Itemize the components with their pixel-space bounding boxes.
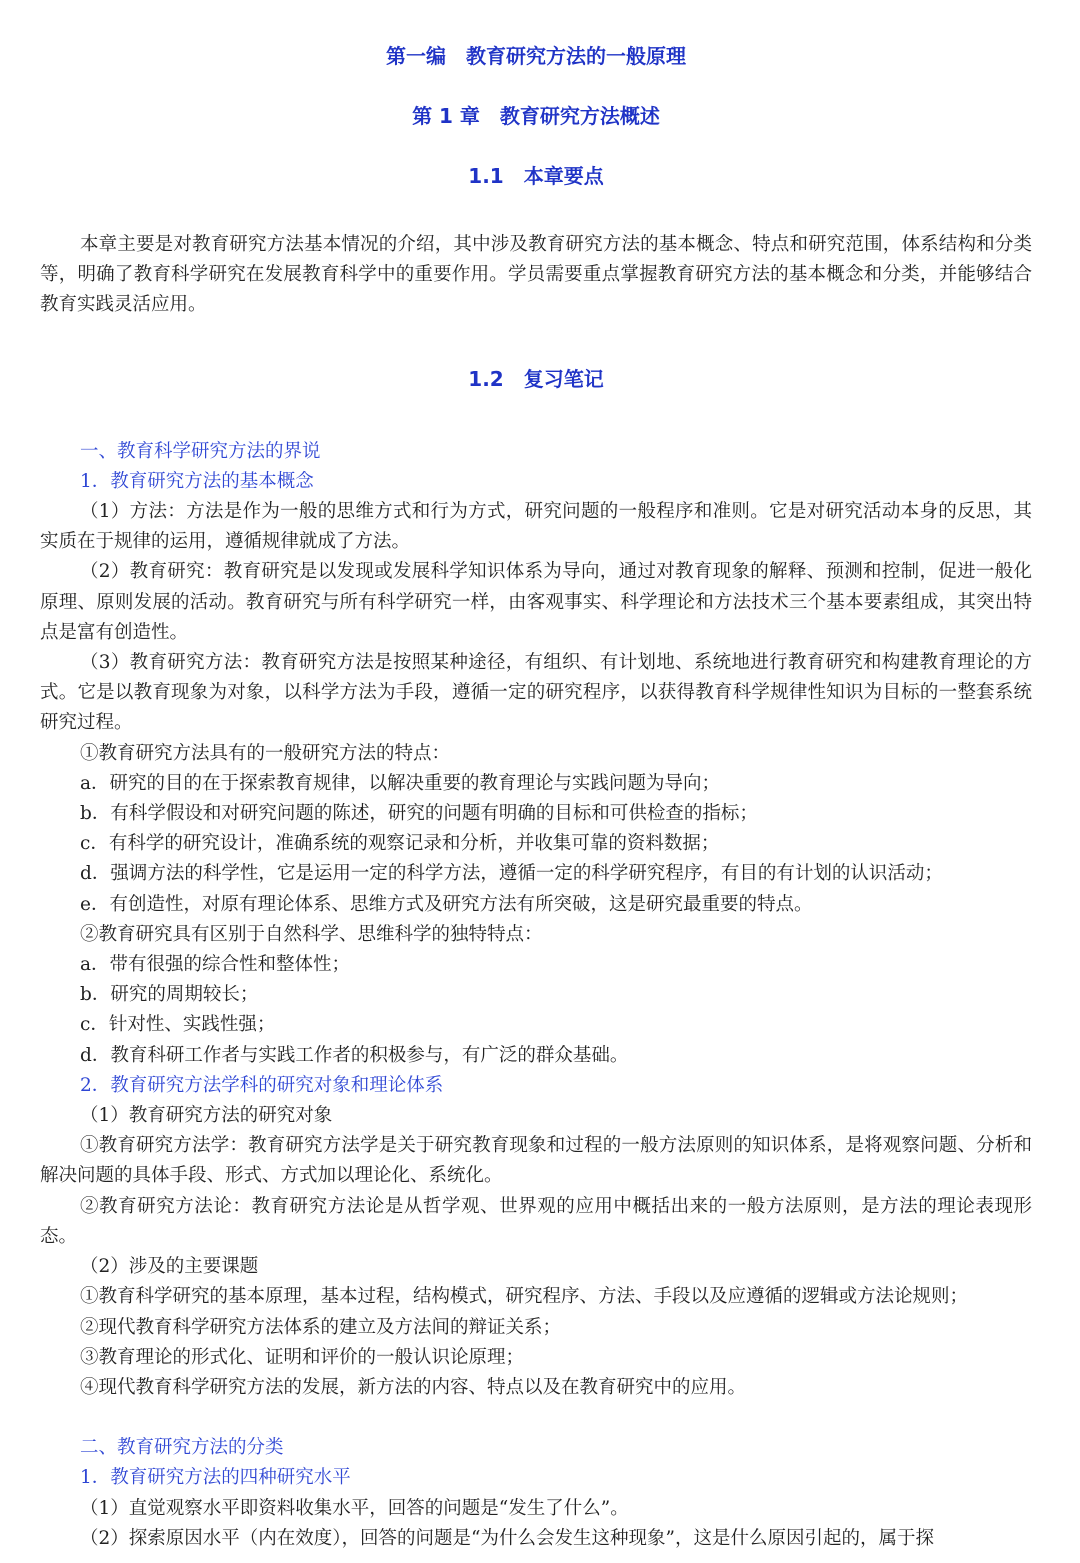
paragraph-observation-level: （1）直觉观察水平即资料收集水平，回答的问题是“发生了什么”。: [80, 1497, 629, 1519]
paragraph-methodology-theory: ②教育研究方法论：教育研究方法论是从哲学观、世界观的应用中概括出来的一般方法原则，是方法的理论表现形态。: [40, 1195, 1032, 1247]
list-item: d．教育科研工作者与实践工作者的积极参与，有广泛的群众基础。: [80, 1044, 629, 1066]
paragraph-cause-level: （2）探索原因水平（内在效度），回答的问题是“为什么会发生这种现象”，这是什么原因引起的，属于探: [80, 1527, 934, 1549]
list-item: ③教育理论的形式化、证明和评价的一般认识论原理；: [80, 1346, 525, 1368]
part2-s1-title: 1．教育研究方法的四种研究水平: [80, 1467, 351, 1489]
list-item: c．有科学的研究设计，准确系统的观察记录和分析，并收集可靠的资料数据；: [80, 833, 720, 855]
paragraph-research-object: （1）教育研究方法的研究对象: [80, 1105, 333, 1127]
intro-paragraph: 本章主要是对教育研究方法基本情况的介绍，其中涉及教育研究方法的基本概念、特点和研究范围，体系结构和分类等，明确了教育科学研究在发展教育科学中的重要作用。学员需要重点掌握教育研究方法的基本概念和分类，并能够结合教育实践灵活应用。: [40, 234, 1032, 316]
section-title-review-notes: 1.2 复习笔记: [468, 366, 604, 391]
part2-title: 二、教育研究方法的分类: [80, 1437, 284, 1459]
paragraph-methodology-discipline: ①教育研究方法学：教育研究方法学是关于研究教育现象和过程的一般方法原则的知识体系，是将观察问题、分析和解决问题的具体手段、形式、方式加以理论化、系统化。: [40, 1135, 1032, 1187]
part2-block: [40, 1433, 1032, 1554]
paragraph-education-research: （2）教育研究：教育研究是以发现或发展科学知识体系为导向，通过对教育现象的解释、预测和控制，促进一般化原理、原则发展的活动。教育研究与所有科学研究一样，由客观事实、科学理论和方法技术三个基本要素组成，其突出特点是富有创造性。: [40, 561, 1032, 643]
paragraph-unique-features: ②教育研究具有区别于自然科学、思维科学的独特特点：: [80, 923, 543, 945]
list-item: ②现代教育科学研究方法体系的建立及方法间的辩证关系；: [80, 1316, 562, 1338]
list-item: b．有科学假设和对研究问题的陈述，研究的问题有明确的目标和可供检查的指标；: [80, 803, 758, 825]
chapter-title: 第 1 章 教育研究方法概述: [412, 104, 660, 128]
paragraph-general-features: ①教育研究方法具有的一般研究方法的特点：: [80, 742, 451, 764]
list-item: c．针对性、实践性强；: [80, 1014, 276, 1036]
list-item: a．研究的目的在于探索教育规律，以解决重要的教育理论与实践问题为导向；: [80, 772, 721, 794]
paragraph-main-topics: （2）涉及的主要课题: [80, 1256, 259, 1278]
list-item: ④现代教育科学研究方法的发展，新方法的内容、特点以及在教育研究中的应用。: [80, 1376, 747, 1398]
list-item: a．带有很强的综合性和整体性；: [80, 954, 351, 976]
part1-s1-title: 1．教育研究方法的基本概念: [80, 470, 314, 492]
section-title-key-points: 1.1 本章要点: [468, 164, 604, 188]
list-item: b．研究的周期较长；: [80, 984, 259, 1006]
part1-title: 一、教育科学研究方法的界说: [80, 440, 321, 462]
list-item: e．有创造性，对原有理论体系、思维方式及研究方法有所突破，这是研究最重要的特点。: [80, 893, 813, 915]
paragraph-research-method: （3）教育研究方法：教育研究方法是按照某种途径，有组织、有计划地、系统地进行教育研究和构建教育理论的方式。它是以教育现象为对象，以科学方法为手段，遵循一定的研究程序，以获得教育科学规律性知识为目标的一整套系统研究过程。: [40, 652, 1032, 734]
list-item: d．强调方法的科学性，它是运用一定的科学方法，遵循一定的科学研究程序，有目的有计划的认识活动；: [80, 863, 943, 885]
part-title: 第一编 教育研究方法的一般原理: [386, 44, 686, 68]
part1-block: [40, 437, 1032, 1404]
list-item: ①教育科学研究的基本原理，基本过程，结构模式，研究程序、方法、手段以及应遵循的逻辑或方法论规则；: [80, 1286, 969, 1308]
paragraph-method: （1）方法：方法是作为一般的思维方式和行为方式，研究问题的一般程序和准则。它是对研究活动本身的反思，其实质在于规律的运用，遵循规律就成了方法。: [40, 501, 1032, 553]
part1-s2-title: 2．教育研究方法学科的研究对象和理论体系: [80, 1074, 444, 1096]
